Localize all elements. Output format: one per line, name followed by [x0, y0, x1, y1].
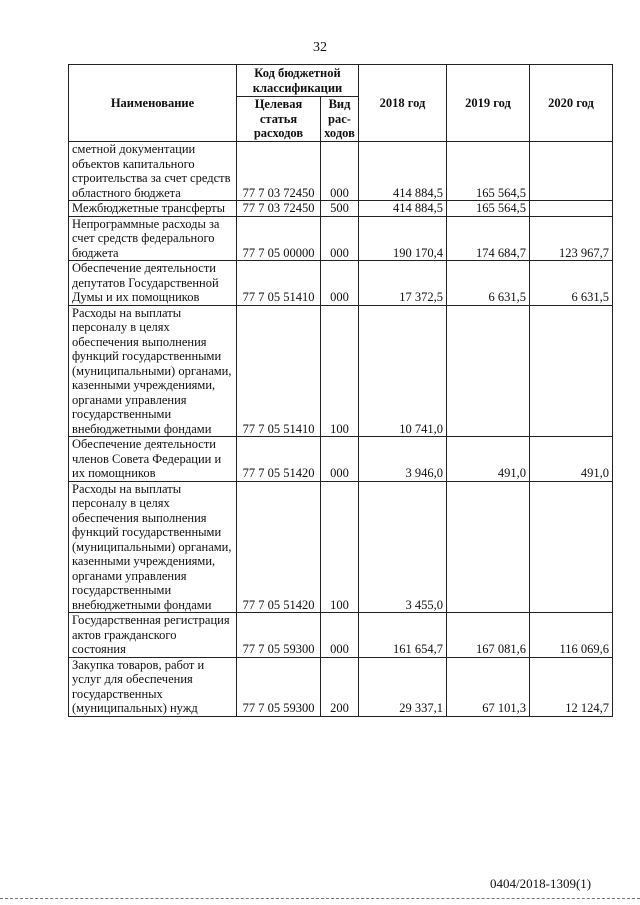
table-row — [69, 216, 613, 261]
cell-2018: 414 884,5 — [359, 201, 447, 217]
budget-table — [68, 64, 613, 717]
cell-target-article: 77 7 05 59300 — [237, 613, 321, 658]
cell-target-article: 77 7 05 51420 — [237, 437, 321, 482]
cell-expense-type: 100 — [321, 305, 359, 437]
cell-2018: 190 170,4 — [359, 216, 447, 261]
cell-2020: 123 967,7 — [530, 216, 613, 261]
cell-expense-type: 200 — [321, 657, 359, 716]
table-row — [69, 201, 613, 217]
header-year-2018: 2018 год — [359, 65, 447, 142]
cell-name: Непрограммные расходы за счет средств федерального бюджета — [69, 216, 237, 261]
cell-2020 — [530, 201, 613, 217]
cell-name: Государственная регистрация актов гражданского состояния — [69, 613, 237, 658]
cell-expense-type: 000 — [321, 142, 359, 201]
cell-2019: 67 101,3 — [447, 657, 530, 716]
cell-name: Закупка товаров, работ и услуг для обеспечения государственных (муниципальных) нужд — [69, 657, 237, 716]
header-year-2019: 2019 год — [447, 65, 530, 142]
cell-expense-type: 000 — [321, 216, 359, 261]
header-year-2020: 2020 год — [530, 65, 613, 142]
cell-target-article: 77 7 05 59300 — [237, 657, 321, 716]
cell-target-article: 77 7 05 51410 — [237, 305, 321, 437]
cell-2020 — [530, 142, 613, 201]
cell-2020: 116 069,6 — [530, 613, 613, 658]
cell-target-article: 77 7 03 72450 — [237, 142, 321, 201]
cell-target-article: 77 7 03 72450 — [237, 201, 321, 217]
cell-2019: 167 081,6 — [447, 613, 530, 658]
cell-target-article: 77 7 05 51420 — [237, 481, 321, 613]
header-expense-type: Вид рас-ходов — [321, 97, 359, 142]
cell-expense-type: 000 — [321, 261, 359, 306]
cell-2018: 3 455,0 — [359, 481, 447, 613]
cell-2019: 165 564,5 — [447, 201, 530, 217]
cell-target-article: 77 7 05 51410 — [237, 261, 321, 306]
cell-expense-type: 100 — [321, 481, 359, 613]
header-classification-group: Код бюджетной классификации — [237, 65, 359, 97]
document-code: 0404/2018-1309(1) — [490, 876, 592, 891]
table-row — [69, 613, 613, 658]
cell-2019 — [447, 305, 530, 437]
cell-2018: 414 884,5 — [359, 142, 447, 201]
table-row — [69, 481, 613, 613]
cell-2020: 491,0 — [530, 437, 613, 482]
cell-2020: 12 124,7 — [530, 657, 613, 716]
bottom-divider — [0, 898, 640, 899]
cell-name: Обеспечение деятельности членов Совета Федерации и их помощников — [69, 437, 237, 482]
table-row — [69, 657, 613, 716]
cell-2020 — [530, 305, 613, 437]
table-row — [69, 142, 613, 201]
cell-2019: 165 564,5 — [447, 142, 530, 201]
cell-name: Расходы на выплаты персоналу в целях обеспечения выполнения функций государственными (муниципальными) органами, казенными учреждениями, органами управления государственными внебюджетными фондами — [69, 305, 237, 437]
cell-expense-type: 000 — [321, 613, 359, 658]
cell-expense-type: 000 — [321, 437, 359, 482]
cell-2018: 29 337,1 — [359, 657, 447, 716]
table-row — [69, 261, 613, 306]
page-number: 32 — [313, 40, 327, 55]
cell-2019 — [447, 481, 530, 613]
cell-name: сметной документации объектов капитального строительства за счет средств областного бюджета — [69, 142, 237, 201]
cell-name: Межбюджетные трансферты — [69, 201, 237, 217]
table-row — [69, 305, 613, 437]
cell-2018: 161 654,7 — [359, 613, 447, 658]
cell-2020 — [530, 481, 613, 613]
cell-2020: 6 631,5 — [530, 261, 613, 306]
cell-2019: 174 684,7 — [447, 216, 530, 261]
cell-expense-type: 500 — [321, 201, 359, 217]
header-name: Наименование — [69, 65, 237, 142]
cell-name: Обеспечение деятельности депутатов Государственной Думы и их помощников — [69, 261, 237, 306]
header-target-article: Целевая статья расходов — [237, 97, 321, 142]
table-header — [69, 65, 613, 142]
cell-2018: 17 372,5 — [359, 261, 447, 306]
cell-target-article: 77 7 05 00000 — [237, 216, 321, 261]
cell-2019: 6 631,5 — [447, 261, 530, 306]
table-row — [69, 437, 613, 482]
cell-name: Расходы на выплаты персоналу в целях обеспечения выполнения функций государственными (муниципальными) органами, казенными учреждениями, органами управления государственными внебюджетными фондами — [69, 481, 237, 613]
cell-2019: 491,0 — [447, 437, 530, 482]
table-body — [69, 142, 613, 717]
cell-2018: 3 946,0 — [359, 437, 447, 482]
cell-2018: 10 741,0 — [359, 305, 447, 437]
